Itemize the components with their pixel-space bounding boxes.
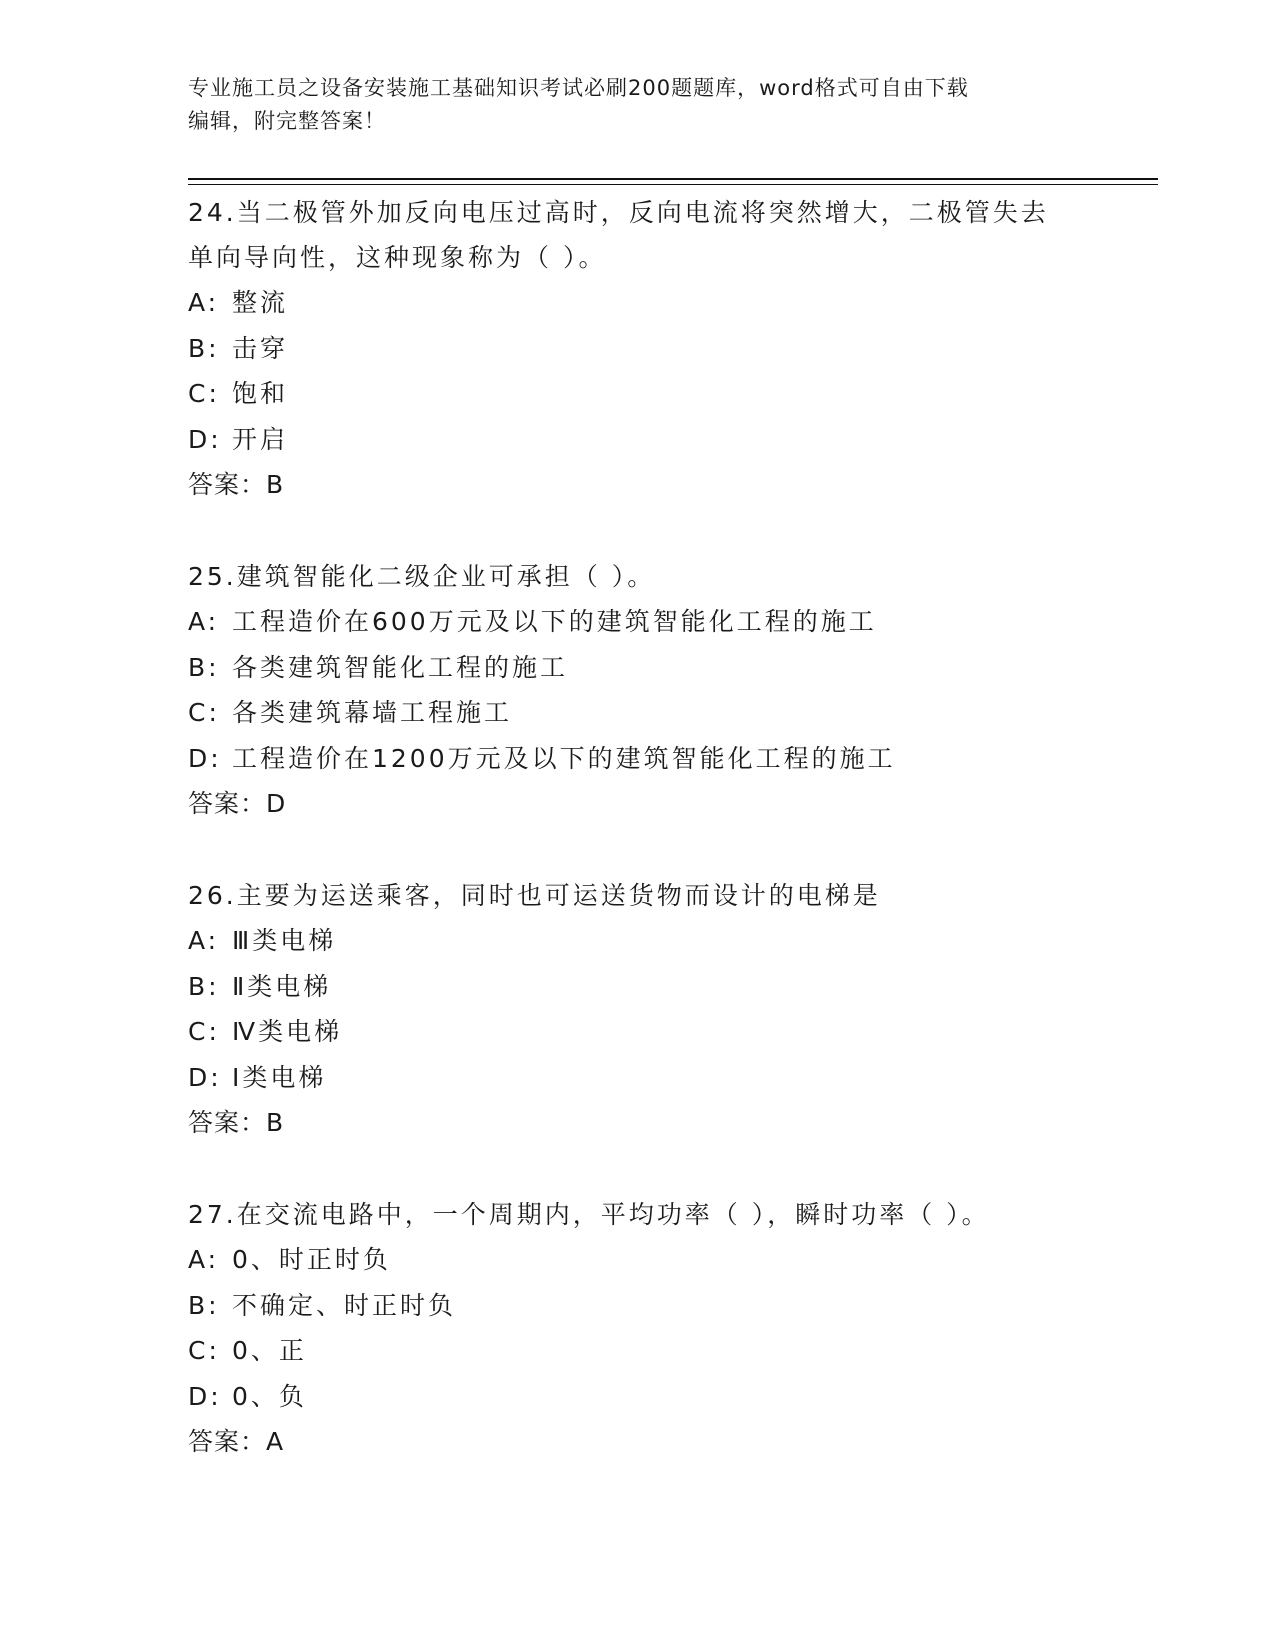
option-text: 0、负 <box>232 1381 307 1411</box>
option-b <box>188 645 1088 691</box>
answer-line: 答案：B <box>188 470 285 499</box>
option-text: 工程造价在1200万元及以下的建筑智能化工程的施工 <box>232 743 896 773</box>
option-text: 开启 <box>232 424 289 454</box>
option-letter: B: <box>188 652 220 682</box>
option-letter: C: <box>188 1017 220 1046</box>
option-a <box>188 280 1088 326</box>
header-divider-thick <box>188 178 1158 180</box>
option-text: Ⅱ类电梯 <box>232 971 332 1001</box>
option-letter: B: <box>188 971 220 1001</box>
option-letter: A: <box>188 926 220 955</box>
question-stem: 26.主要为运送乘客，同时也可运送货物而设计的电梯是 <box>188 881 881 910</box>
question-26 <box>188 873 1088 1146</box>
question-stem: 24.当二极管外加反向电压过高时，反向电流将突然增大，二极管失去 <box>188 198 1049 227</box>
option-c <box>188 1328 1088 1374</box>
option-letter: A: <box>188 607 220 636</box>
option-letter: C: <box>188 1336 220 1365</box>
option-a <box>188 918 1088 964</box>
option-text: Ⅳ类电梯 <box>232 1017 343 1046</box>
document-header <box>188 72 1068 138</box>
option-d <box>188 736 1088 782</box>
header-divider-thin <box>188 184 1158 185</box>
option-text: 不确定、时正时负 <box>232 1290 457 1320</box>
option-text: 0、时正时负 <box>232 1245 391 1274</box>
option-letter: D: <box>188 424 222 454</box>
option-b <box>188 1283 1088 1329</box>
option-text: 各类建筑幕墙工程施工 <box>232 698 513 727</box>
option-letter: C: <box>188 698 220 727</box>
question-stem: 25.建筑智能化二级企业可承担（ ）。 <box>188 562 656 591</box>
question-24 <box>188 190 1088 508</box>
option-a <box>188 599 1088 645</box>
option-text: 击穿 <box>232 333 289 363</box>
option-text: Ⅲ类电梯 <box>232 926 337 955</box>
option-text: Ⅰ类电梯 <box>232 1062 327 1092</box>
option-c <box>188 690 1088 736</box>
answer-line: 答案：B <box>188 1108 285 1137</box>
option-b <box>188 964 1088 1010</box>
option-c <box>188 1009 1088 1055</box>
option-letter: A: <box>188 1245 220 1274</box>
option-text: 饱和 <box>232 379 289 408</box>
option-b <box>188 326 1088 372</box>
answer-line: 答案：A <box>188 1427 285 1456</box>
option-a <box>188 1237 1088 1283</box>
question-stem-continued: 单向导向性，这种现象称为（ ）。 <box>188 243 607 272</box>
question-list <box>188 190 1088 1511</box>
option-letter: B: <box>188 1290 220 1320</box>
option-d <box>188 1055 1088 1101</box>
option-letter: C: <box>188 379 220 408</box>
question-stem: 27.在交流电路中，一个周期内，平均功率（ ），瞬时功率（ ）。 <box>188 1200 990 1229</box>
option-d <box>188 1374 1088 1420</box>
option-text: 各类建筑智能化工程的施工 <box>232 652 569 682</box>
option-c <box>188 371 1088 417</box>
option-letter: D: <box>188 743 222 773</box>
question-27 <box>188 1192 1088 1465</box>
option-text: 0、正 <box>232 1336 307 1365</box>
header-line-2: 编辑，附完整答案！ <box>188 109 386 133</box>
option-letter: D: <box>188 1062 222 1092</box>
option-d <box>188 417 1088 463</box>
question-25 <box>188 554 1088 827</box>
header-line-1: 专业施工员之设备安装施工基础知识考试必刷200题题库，word格式可自由下载 <box>188 76 969 100</box>
answer-line: 答案：D <box>188 789 287 818</box>
option-letter: A: <box>188 288 220 317</box>
option-text: 工程造价在600万元及以下的建筑智能化工程的施工 <box>232 607 877 636</box>
option-letter: D: <box>188 1381 222 1411</box>
option-text: 整流 <box>232 288 289 317</box>
option-letter: B: <box>188 333 220 363</box>
